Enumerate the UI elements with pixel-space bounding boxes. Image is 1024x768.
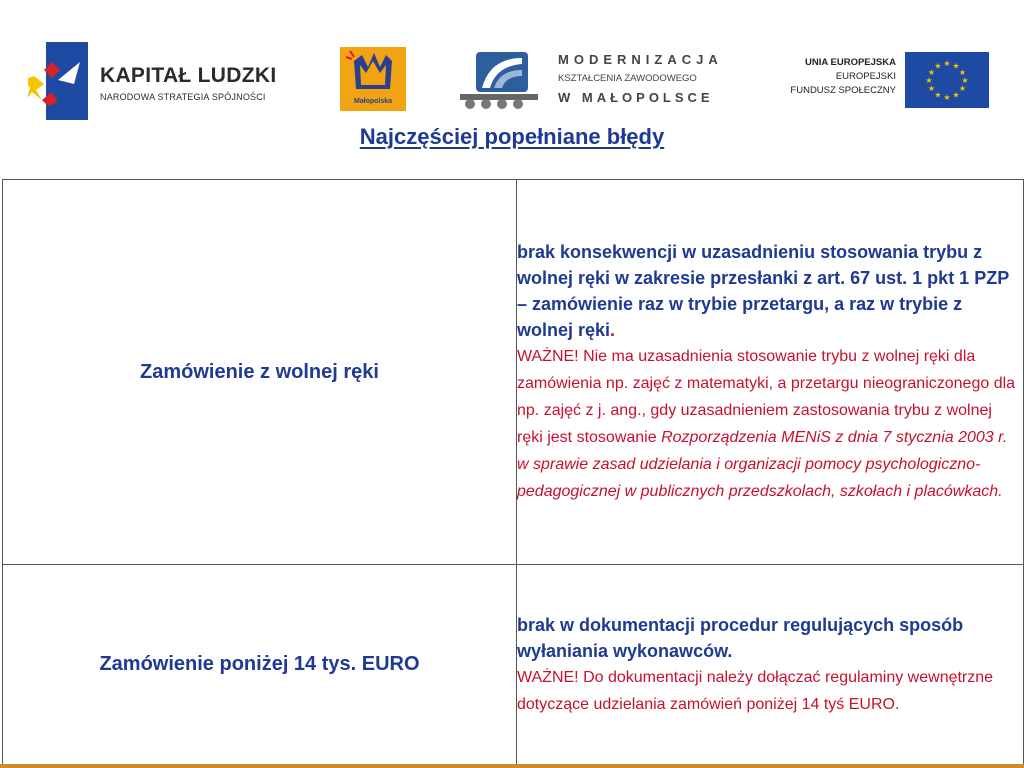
svg-text:★: ★ [927, 84, 936, 93]
error-description-end: . [610, 320, 616, 340]
bottom-accent-bar [0, 764, 1024, 768]
ue-logo-text [770, 57, 896, 96]
error-description-text: brak konsekwencji w uzasadnieniu stosowania trybu z wolnej ręki w zakresie przesłanki z art. 67 ust. 1 pkt 1 PZP – zamówienie raz w trybie przetargu, a raz w trybie z wolnej ręki [517, 242, 1009, 340]
svg-text:★: ★ [952, 61, 960, 71]
warning-note-regulation: Rozporządzenia MENiS z dnia 7 stycznia 2003 r. w sprawie zasad udzielania i organizacji pomocy psychologiczno-pedagogicznej w publicznych przedszkolach, szkołach i placówkach. [517, 429, 1008, 500]
kapital-ludzki-title: KAPITAŁ LUDZKI [100, 64, 277, 87]
eu-flag-icon [905, 52, 989, 108]
row-label: Zamówienie z wolnej ręki [140, 360, 379, 383]
kapital-ludzki-logo [28, 40, 318, 122]
svg-text:★: ★ [958, 68, 967, 77]
svg-text:★: ★ [952, 90, 960, 100]
warning-note [517, 343, 1021, 505]
svg-text:★: ★ [934, 90, 942, 100]
errors-table [2, 179, 1024, 765]
row-detail-cell [517, 180, 1024, 565]
modernizacja-emblem-icon [460, 50, 540, 110]
modernizacja-logo-text [558, 52, 748, 105]
svg-text:★: ★ [925, 76, 933, 85]
row-detail-cell [517, 565, 1024, 765]
malopolska-label: Małopolska [353, 98, 393, 105]
svg-text:★: ★ [927, 68, 936, 77]
row-label: Zamówienie poniżej 14 tys. EURO [99, 653, 420, 675]
table-row [3, 565, 1024, 765]
kapital-ludzki-emblem-icon [28, 40, 98, 122]
modernizacja-line2: KSZTAŁCENIA ZAWODOWEGO [558, 73, 697, 84]
page-title: Najczęściej popełniane błędy [359, 124, 665, 149]
svg-text:★: ★ [934, 61, 942, 71]
row-label-cell [3, 565, 517, 765]
slide-heading [0, 124, 1024, 150]
svg-text:★: ★ [961, 76, 969, 85]
kapital-ludzki-subtitle: NARODOWA STRATEGIA SPÓJNOŚCI [100, 92, 266, 102]
malopolska-logo [340, 47, 406, 111]
warning-note-text: WAŻNE! Nie ma uzasadnienia stosowanie trybu z wolnej ręki dla zamówienia np. zajęć z matematyki, a przetargu nieograniczonego dla np. zajęć z j. ang., gdy uzasadnieniem zastosowania trybu z wolnej ręki jest stosowanie [517, 348, 1016, 446]
svg-text:★: ★ [943, 59, 951, 68]
row-label-cell [3, 180, 517, 565]
modernizacja-line3: W MAŁOPOLSCE [558, 90, 714, 105]
error-description [517, 239, 1021, 343]
svg-text:★: ★ [943, 93, 951, 102]
ue-line3: FUNDUSZ SPOŁECZNY [790, 85, 896, 96]
warning-note: WAŻNE! Do dokumentacji należy dołączać regulaminy wewnętrzne dotyczące udzielania zamówień poniżej 14 tyś EURO. [517, 668, 994, 713]
logo-strip [0, 0, 1024, 120]
ue-line2: EUROPEJSKI [835, 71, 896, 82]
table-row [3, 180, 1024, 565]
modernizacja-line1: MODERNIZACJA [558, 52, 723, 67]
ue-line1: UNIA EUROPEJSKA [805, 57, 896, 68]
error-description: brak w dokumentacji procedur regulujących sposób wyłaniania wykonawców. [517, 614, 964, 661]
svg-text:★: ★ [958, 84, 967, 93]
